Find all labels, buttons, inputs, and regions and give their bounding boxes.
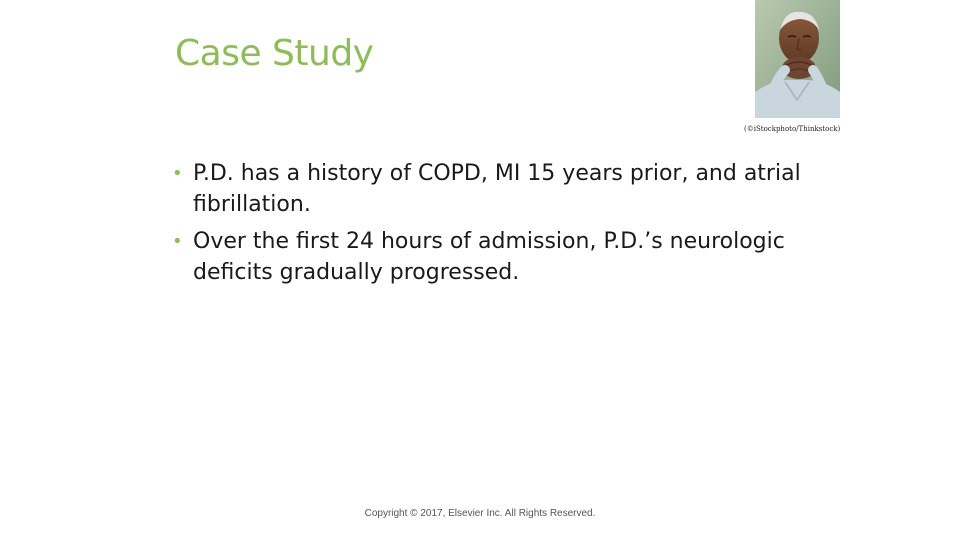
bullet-text: Over the first 24 hours of admission, P.D.’s neurologic deficits gradually progressed. xyxy=(193,229,785,285)
bullet-icon: • xyxy=(172,231,183,252)
elderly-man-photo xyxy=(755,0,840,118)
copyright-footer: Copyright © 2017, Elsevier Inc. All Rights Reserved. xyxy=(364,508,596,519)
bullet-item xyxy=(172,158,832,220)
bullet-list xyxy=(172,158,832,294)
bullet-icon: • xyxy=(172,163,183,184)
bullet-text: P.D. has a history of COPD, MI 15 years prior, and atrial fibrillation. xyxy=(193,161,801,217)
bullet-item xyxy=(172,226,832,288)
slide-title: Case Study xyxy=(175,33,374,74)
photo-credit: (©iStockphoto/Thinkstock) xyxy=(744,125,841,133)
